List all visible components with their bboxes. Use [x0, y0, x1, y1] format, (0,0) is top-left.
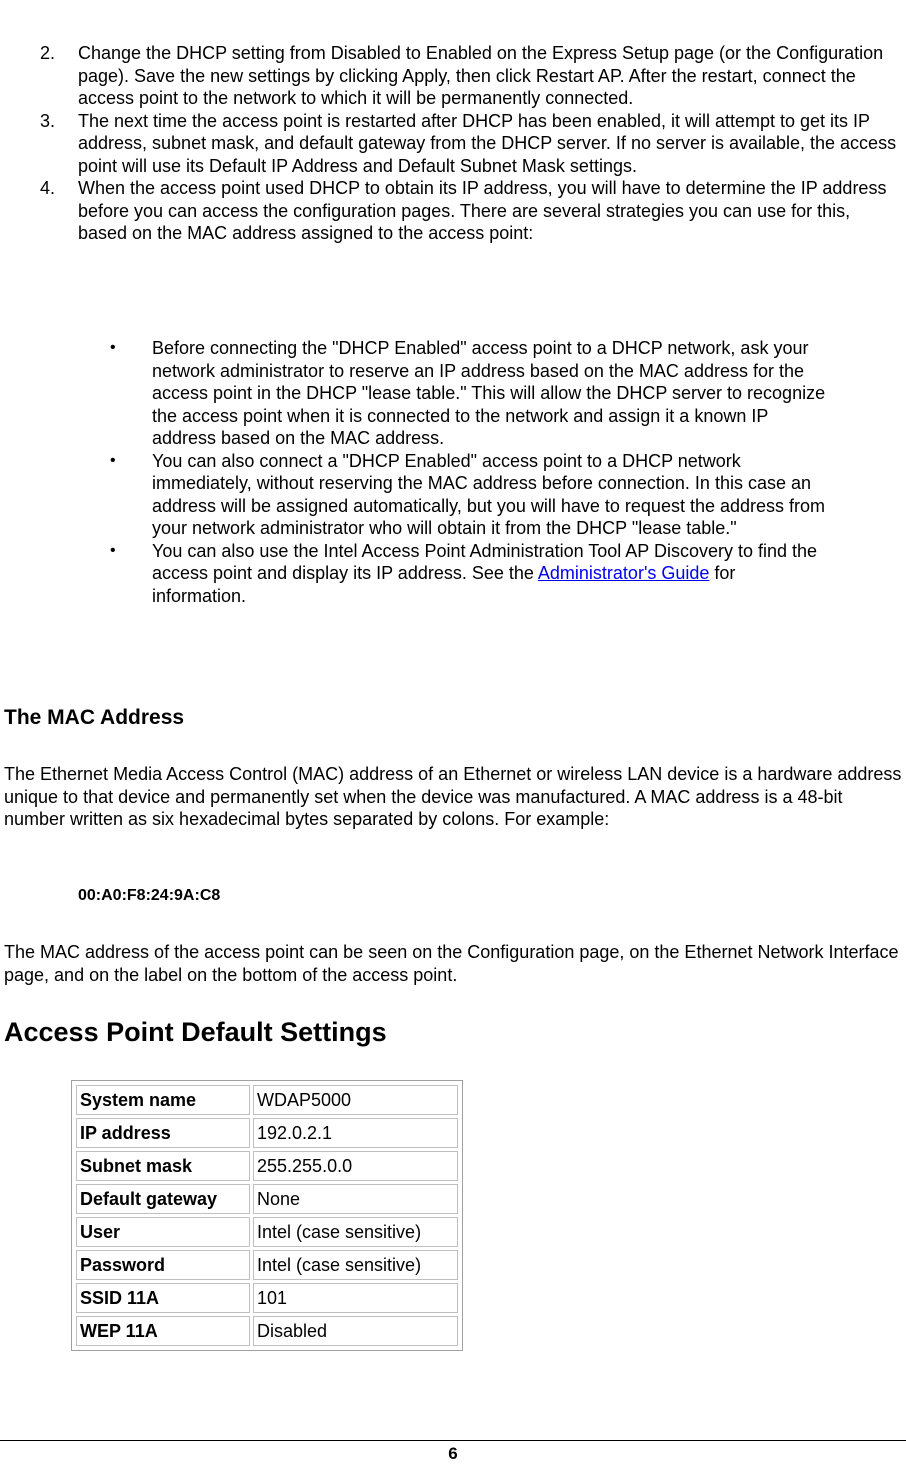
setting-name: Default gateway [76, 1184, 250, 1214]
table-row [76, 1118, 458, 1148]
setting-name: IP address [76, 1118, 250, 1148]
mac-intro-paragraph: The Ethernet Media Access Control (MAC) address of an Ethernet or wireless LAN device is a hardware address unique to that device and permanently set when the device was manufactured. A MAC address is a 48-bit number written as six hexadecimal bytes separated by colons. For example: [4, 764, 902, 829]
step-item [40, 42, 902, 110]
setting-value: Disabled [253, 1316, 458, 1346]
setting-value: Intel (case sensitive) [253, 1217, 458, 1247]
step-number: 4. [40, 178, 56, 198]
setting-name: Subnet mask [76, 1151, 250, 1181]
step-item [40, 177, 902, 245]
ip-strategies-list [110, 337, 830, 607]
default-settings-table [73, 1082, 461, 1349]
strategy-text-before: You can also use the Intel Access Point Administration Tool AP Discovery to find the access point and display its IP address. See the [152, 540, 818, 583]
bullet-icon: • [110, 451, 116, 469]
setting-name: Password [76, 1250, 250, 1280]
table-row [76, 1184, 458, 1214]
mac-example: 00:A0:F8:24:9A:C8 [78, 887, 221, 904]
table-row [76, 1151, 458, 1181]
setting-name: System name [76, 1085, 250, 1115]
mac-location-paragraph: The MAC address of the access point can be seen on the Configuration page, on the Ethernet Network Interface page, and on the label on the bottom of the access point. [4, 942, 899, 985]
default-settings-heading: Access Point Default Settings [4, 1017, 387, 1047]
page-number: 6 [448, 1444, 458, 1463]
setting-value: 255.255.0.0 [253, 1151, 458, 1181]
footer-divider [0, 1440, 906, 1441]
administrators-guide-link[interactable]: Administrator's Guide [537, 563, 710, 583]
strategy-text: You can also connect a "DHCP Enabled" access point to a DHCP network immediately, without reserving the MAC address before connection. In this case an address will be assigned automatically, but you will have to request the address from your network administrator who will obtain it from the DHCP "lease table." [152, 450, 826, 538]
table-row [76, 1250, 458, 1280]
setting-name: SSID 11A [76, 1283, 250, 1313]
table-row [76, 1316, 458, 1346]
step-text: Change the DHCP setting from Disabled to Enabled on the Express Setup page (or the Configuration page). Save the new settings by clicking Apply, then click Restart AP. After the restart, connect the access point to the network to which it will be permanently connected. [78, 43, 884, 108]
setting-value: WDAP5000 [253, 1085, 458, 1115]
bullet-icon: • [110, 541, 116, 559]
mac-address-heading: The MAC Address [4, 706, 185, 729]
bullet-icon: • [110, 339, 116, 356]
strategy-item [110, 450, 830, 540]
table-row [76, 1085, 458, 1115]
strategy-text: Before connecting the "DHCP Enabled" access point to a DHCP network, ask your network administrator to reserve an IP address based on the MAC address for the access point in the DHCP "lease table." This will allow the DHCP server to recognize the access point when it is connected to the network and assign it a known IP address based on the MAC address. [152, 338, 826, 448]
step-number: 3. [40, 110, 56, 131]
setting-value: None [253, 1184, 458, 1214]
setting-value: Intel (case sensitive) [253, 1250, 458, 1280]
table-row [76, 1283, 458, 1313]
strategy-item [110, 337, 830, 450]
step-number: 2. [40, 43, 56, 63]
setting-name: WEP 11A [76, 1316, 250, 1346]
setting-value: 192.0.2.1 [253, 1118, 458, 1148]
step-text: When the access point used DHCP to obtain its IP address, you will have to determine the IP address before you can access the configuration pages. There are several strategies you can use for this, based on the MAC address assigned to the access point: [78, 178, 887, 243]
dhcp-steps-list [40, 42, 902, 245]
step-item [40, 110, 902, 178]
step-text: The next time the access point is restarted after DHCP has been enabled, it will attempt to get its IP address, subnet mask, and default gateway from the DHCP server. If no server is available, the access point will use its Default IP Address and Default Subnet Mask settings. [78, 110, 897, 176]
default-settings-table-frame [71, 1080, 463, 1351]
strategy-item [110, 540, 830, 608]
table-row [76, 1217, 458, 1247]
setting-value: 101 [253, 1283, 458, 1313]
setting-name: User [76, 1217, 250, 1247]
strategy-text-after: for information. [152, 563, 736, 606]
